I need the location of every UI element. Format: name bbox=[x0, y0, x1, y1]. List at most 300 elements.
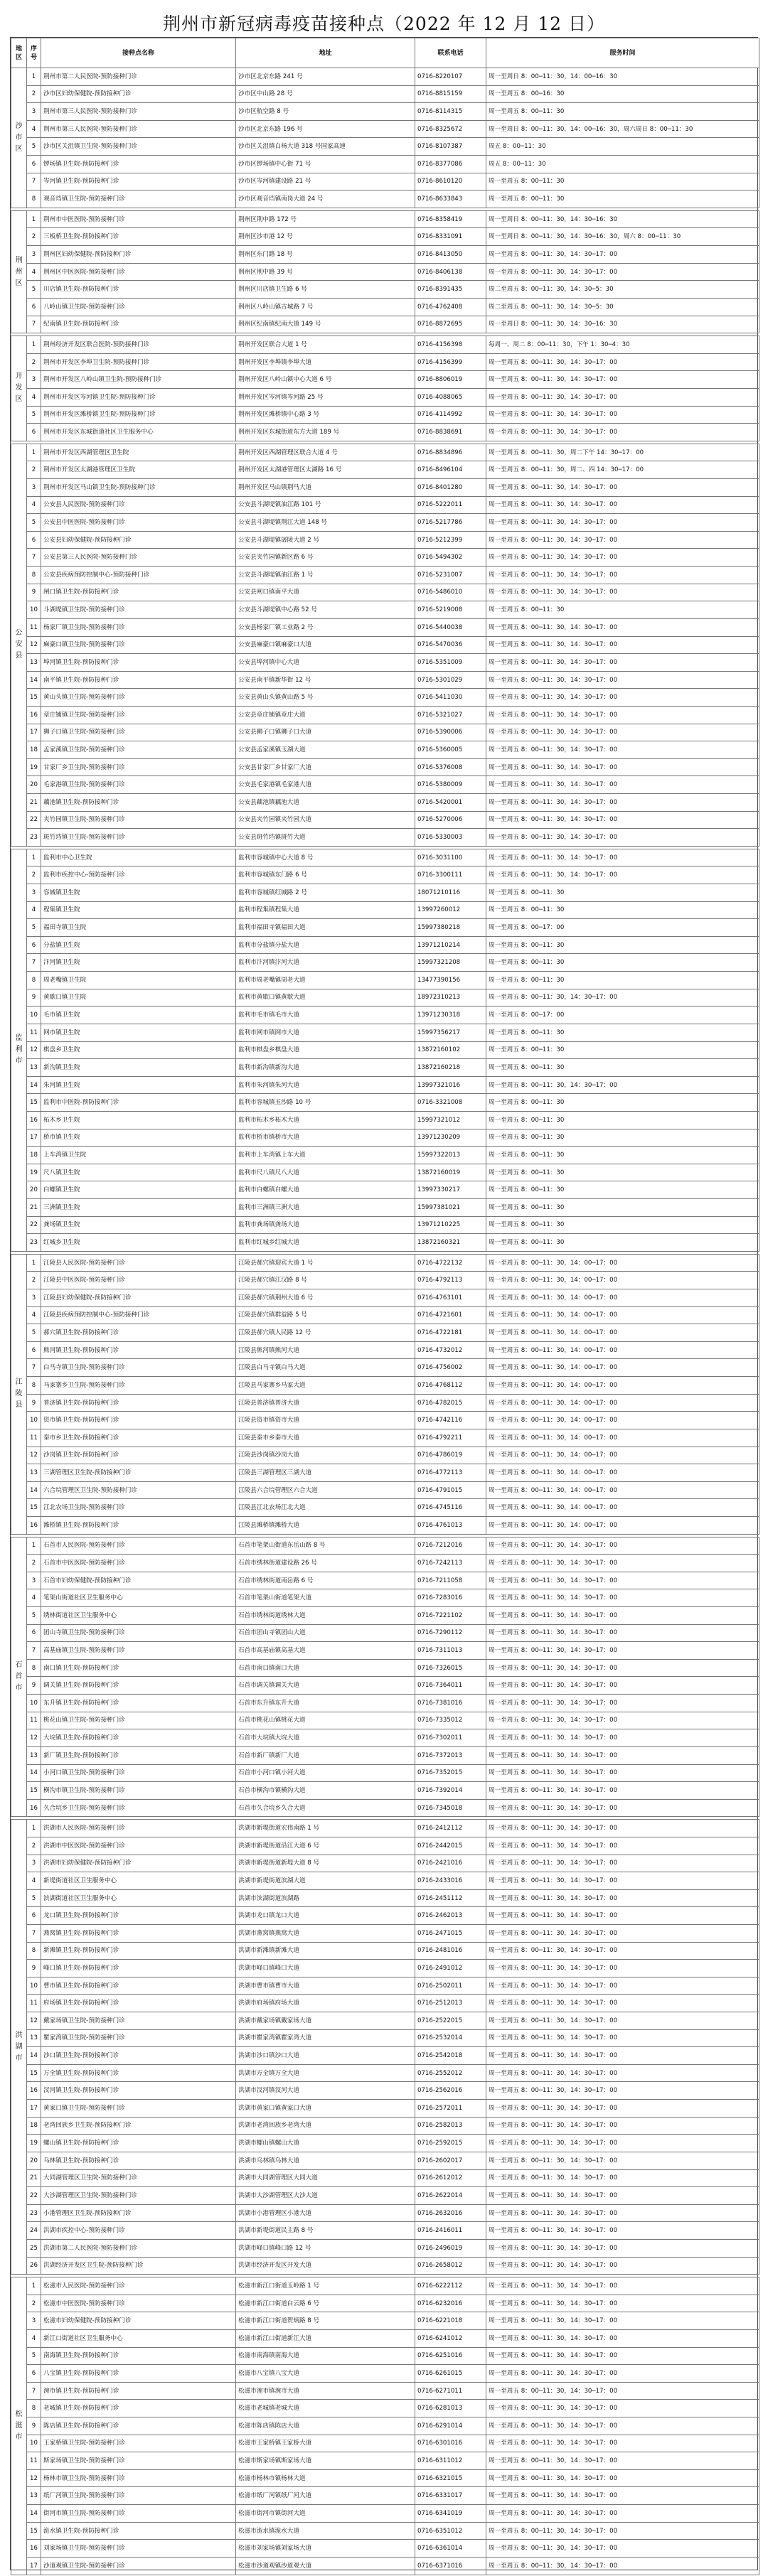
cell-hours: 周一至周五 8：00─11：30 bbox=[486, 1129, 759, 1147]
cell-address: 沙市区北京东路 196 号 bbox=[236, 120, 415, 138]
cell-site-name: 白螺镇卫生院 bbox=[41, 1181, 236, 1199]
cell-address: 江陵县资市镇资市大道 bbox=[236, 1412, 415, 1429]
cell-address: 公安县黄山头镇黄山路 5 号 bbox=[236, 689, 415, 707]
cell-no: 6 bbox=[27, 298, 41, 316]
table-row bbox=[11, 936, 759, 954]
table-row bbox=[11, 2239, 759, 2257]
cell-phone: 0716-8838691 bbox=[415, 424, 486, 441]
table-header-row bbox=[11, 38, 759, 68]
cell-address: 石首市笔架山街道笔架大道 bbox=[236, 1589, 415, 1607]
region-cell: 开 发 区 bbox=[11, 336, 27, 441]
cell-no: 23 bbox=[27, 829, 41, 847]
cell-phone: 0716-2512013 bbox=[415, 1995, 486, 2012]
cell-no: 1 bbox=[27, 444, 41, 461]
cell-hours: 周一至周五 8：00─11：30，周二、四 14：30─17：00 bbox=[486, 461, 759, 479]
table-row bbox=[11, 1799, 759, 1817]
cell-site-name: 斯家场镇卫生院-预防接种门诊 bbox=[41, 2452, 236, 2470]
table-row bbox=[11, 1377, 759, 1395]
cell-address: 荆州开发区马山镇荆马大道 bbox=[236, 479, 415, 497]
table-row bbox=[11, 866, 759, 884]
table-row bbox=[11, 1076, 759, 1094]
cell-hours: 周一至周日 8：00─11：30，14：00─16：30，周六周日 8：00─11：30 bbox=[486, 120, 759, 138]
cell-site-name: 三板桥卫生院-预防接种门诊 bbox=[41, 228, 236, 246]
cell-site-name: 观音垱镇卫生院-预防接种门诊 bbox=[41, 190, 236, 208]
cell-site-name: 石首市中医医院-预防接种门诊 bbox=[41, 1555, 236, 1572]
cell-site-name: 龙口镇卫生院-预防接种门诊 bbox=[41, 1907, 236, 1925]
table-row bbox=[11, 210, 759, 228]
cell-phone: 0716-2572011 bbox=[415, 2100, 486, 2118]
cell-hours: 周一至周五 8：00─11：30，14：00─17：00 bbox=[486, 1412, 759, 1429]
cell-site-name: 斗湖堤镇卫生院-预防接种门诊 bbox=[41, 601, 236, 619]
table-row bbox=[11, 584, 759, 601]
cell-no: 2 bbox=[27, 1837, 41, 1855]
table-row bbox=[11, 388, 759, 406]
cell-no: 2 bbox=[27, 228, 41, 246]
table-row bbox=[11, 479, 759, 497]
cell-phone: 0716-3300111 bbox=[415, 866, 486, 884]
cell-no: 9 bbox=[27, 584, 41, 601]
cell-hours: 周一至周五 8：00─11：30，14：30─17：00 bbox=[486, 479, 759, 497]
cell-site-name: 洪湖市第二人民医院-预防接种门诊 bbox=[41, 2239, 236, 2257]
cell-no: 1 bbox=[27, 210, 41, 228]
cell-address: 石首市南口镇南口大道 bbox=[236, 1659, 415, 1677]
cell-phone: 0716-7326015 bbox=[415, 1659, 486, 1677]
cell-hours: 周一至周五 8：00─11：30，14：00─17：00 bbox=[486, 1481, 759, 1499]
cell-phone: 0716-2416011 bbox=[415, 2222, 486, 2240]
cell-phone: 0716-5351009 bbox=[415, 654, 486, 672]
cell-no: 16 bbox=[27, 1516, 41, 1534]
cell-no: 9 bbox=[27, 989, 41, 1007]
cell-no: 10 bbox=[27, 2435, 41, 2452]
cell-site-name: 六合垸管理区卫生院-预防接种门诊 bbox=[41, 1481, 236, 1499]
cell-phone: 0716-7211058 bbox=[415, 1572, 486, 1589]
cell-hours: 周一至周五 8：00─11：30，14：30─17：00 bbox=[486, 1572, 759, 1589]
cell-address: 石首市高基庙镇高基大道 bbox=[236, 1642, 415, 1660]
cell-site-name: 团山寺镇卫生院-预防接种门诊 bbox=[41, 1624, 236, 1642]
cell-site-name: 闸口镇卫生院-预防接种门诊 bbox=[41, 584, 236, 601]
table-row bbox=[11, 1642, 759, 1660]
cell-site-name: 荆州市开发区八岭山镇卫生院-预防接种门诊 bbox=[41, 371, 236, 389]
cell-hours: 周一至周五 8：00─11：30，14：30─17：00 bbox=[486, 1712, 759, 1729]
cell-phone: 0716-5390006 bbox=[415, 724, 486, 741]
cell-site-name: 老湾回族乡卫生院-预防接种门诊 bbox=[41, 2117, 236, 2135]
cell-site-name: 汊河镇卫生院-预防接种门诊 bbox=[41, 2082, 236, 2100]
cell-hours: 周一至周五 8：00─11：30，14：00─17：00 bbox=[486, 1324, 759, 1342]
cell-no: 7 bbox=[27, 316, 41, 333]
cell-phone: 0716-2481016 bbox=[415, 1942, 486, 1960]
cell-hours: 周一至周五 8：00─11：30，14：30─17：00 bbox=[486, 2222, 759, 2240]
cell-hours: 周一至周五 8：00─11：30 bbox=[486, 884, 759, 902]
cell-site-name: 荆州市开发区李埠卫生院-预防接种门诊 bbox=[41, 353, 236, 371]
table-row bbox=[11, 2557, 759, 2575]
table-row bbox=[11, 2029, 759, 2047]
table-row bbox=[11, 2452, 759, 2470]
cell-address: 监利市柘木乡柘木大道 bbox=[236, 1111, 415, 1129]
cell-phone: 0716-2552012 bbox=[415, 2064, 486, 2082]
cell-no: 15 bbox=[27, 2064, 41, 2082]
cell-site-name: 沙市区妇幼保健院-预防接种门诊 bbox=[41, 85, 236, 103]
table-row bbox=[11, 1499, 759, 1517]
table-row bbox=[11, 1924, 759, 1942]
cell-hours: 周一至周五 8：00─11：30 bbox=[486, 1094, 759, 1112]
cell-address: 监利市新沟镇新沟大道 bbox=[236, 1059, 415, 1077]
cell-hours: 周一至周五 8：00─11：30，14：30─17：00 bbox=[486, 263, 759, 281]
cell-phone: 13872160102 bbox=[415, 1041, 486, 1059]
cell-address: 洪湖市新堤街道沿江大道 6 号 bbox=[236, 1837, 415, 1855]
cell-address: 松滋市新江口街道新江大道 bbox=[236, 2330, 415, 2348]
cell-hours: 周一至周五 8：00─11：30 bbox=[486, 1199, 759, 1217]
cell-no: 26 bbox=[27, 2257, 41, 2275]
cell-address: 公安县章庄铺镇章庄大道 bbox=[236, 706, 415, 724]
cell-address: 石首市团山寺镇团山大道 bbox=[236, 1624, 415, 1642]
cell-address: 江陵县郝穴镇人民路 12 号 bbox=[236, 1324, 415, 1342]
cell-phone: 13997330217 bbox=[415, 1181, 486, 1199]
table-row bbox=[11, 2540, 759, 2558]
cell-address: 监利市福田寺镇福田大道 bbox=[236, 919, 415, 937]
cell-phone: 0716-6351012 bbox=[415, 2522, 486, 2540]
cell-site-name: 滩桥镇卫生院-预防接种门诊 bbox=[41, 1516, 236, 1534]
cell-no: 19 bbox=[27, 758, 41, 776]
cell-no: 1 bbox=[27, 1537, 41, 1555]
cell-no: 1 bbox=[27, 336, 41, 354]
cell-site-name: 燕窝镇卫生院-预防接种门诊 bbox=[41, 1924, 236, 1942]
cell-phone: 0716-7283016 bbox=[415, 1589, 486, 1607]
table-row bbox=[11, 884, 759, 902]
cell-phone: 0716-2522015 bbox=[415, 2012, 486, 2030]
cell-site-name: 峰口镇卫生院-预防接种门诊 bbox=[41, 1960, 236, 1977]
table-row bbox=[11, 1199, 759, 1217]
cell-address: 监利市龚场镇龚场大道 bbox=[236, 1216, 415, 1234]
cell-phone: 0716-4772113 bbox=[415, 1464, 486, 1482]
table-row bbox=[11, 567, 759, 584]
cell-phone: 0716-8633843 bbox=[415, 190, 486, 208]
cell-no: 15 bbox=[27, 1782, 41, 1800]
cell-phone: 13971230209 bbox=[415, 1129, 486, 1147]
cell-hours: 周一至周五 8：00─11：30，14：00─17：00 bbox=[486, 1447, 759, 1464]
cell-phone: 0716-4732012 bbox=[415, 1341, 486, 1359]
cell-site-name: 小港管理区卫生院-预防接种门诊 bbox=[41, 2204, 236, 2222]
cell-hours: 周一至周五 8：00─11：30，14：30─17：00 bbox=[486, 2347, 759, 2365]
cell-phone: 0716-5231007 bbox=[415, 567, 486, 584]
table-row bbox=[11, 1977, 759, 1995]
cell-hours: 周一至周五 8：00─11：30，14：30─17：00 bbox=[486, 849, 759, 866]
cell-hours: 周一至周五 8：00─11：30，14：00─17：00 bbox=[486, 1464, 759, 1482]
table-row bbox=[11, 2330, 759, 2348]
cell-hours: 周一至周五 8：00─11：30 bbox=[486, 972, 759, 989]
cell-no: 5 bbox=[27, 1324, 41, 1342]
cell-phone: 0716-6221018 bbox=[415, 2312, 486, 2330]
table-row bbox=[11, 1746, 759, 1764]
cell-address: 洪湖市经济开发区开发大道 bbox=[236, 2257, 415, 2275]
cell-hours: 周一至周五 8：00─11：30，14：30─17：00 bbox=[486, 2505, 759, 2523]
cell-hours: 周一至周五 8：00─11：30，14：00─17：00 bbox=[486, 1359, 759, 1377]
cell-address: 公安县斗湖堤镇孱陵大道 2 号 bbox=[236, 531, 415, 549]
cell-phone: 0716-6301016 bbox=[415, 2435, 486, 2452]
cell-site-name: 公安县疾病预防控制中心-预防接种门诊 bbox=[41, 567, 236, 584]
cell-hours: 周一至周五 8：00─11：30，14：30─17：00 bbox=[486, 388, 759, 406]
cell-site-name: 瞿家湾镇卫生院-预防接种门诊 bbox=[41, 2029, 236, 2047]
cell-site-name: 府场镇卫生院-预防接种门诊 bbox=[41, 1995, 236, 2012]
table-row bbox=[11, 2365, 759, 2383]
cell-phone: 15997322013 bbox=[415, 1147, 486, 1164]
cell-hours: 周一至周日 8：00─11：30，14：30─16：30 bbox=[486, 210, 759, 228]
cell-hours: 周一至周五 8：00─16：30 bbox=[486, 85, 759, 103]
cell-no: 17 bbox=[27, 2557, 41, 2575]
table-row bbox=[11, 2082, 759, 2100]
cell-hours: 周一至周五 8：00─11：30，14：00─17：00 bbox=[486, 1306, 759, 1324]
cell-phone: 0716-8872695 bbox=[415, 316, 486, 333]
cell-hours: 周一至周五 8：00─11：30，14：30─17：00 bbox=[486, 1746, 759, 1764]
table-row bbox=[11, 1782, 759, 1800]
cell-hours: 周一至周五 8：00─11：30，14：30─17：00 bbox=[486, 406, 759, 424]
cell-site-name: 桥市镇卫生院 bbox=[41, 1129, 236, 1147]
table-row bbox=[11, 2169, 759, 2187]
cell-no: 25 bbox=[27, 2239, 41, 2257]
cell-hours: 周一至周五 8：00─11：30 bbox=[486, 901, 759, 919]
cell-site-name: 新厂镇卫生院-预防接种门诊 bbox=[41, 1746, 236, 1764]
table-row bbox=[11, 1289, 759, 1307]
cell-address: 石首市调关镇调关大道 bbox=[236, 1677, 415, 1695]
cell-hours: 周一至周五 8：00─11：30，14：30─17：00 bbox=[486, 741, 759, 759]
cell-address: 公安县斗湖堤镇荆江大道 148 号 bbox=[236, 514, 415, 532]
cell-site-name: 松滋市妇幼保健院-预防接种门诊 bbox=[41, 2312, 236, 2330]
table-row bbox=[11, 901, 759, 919]
cell-hours: 周一至周五 8：00─11：30，14：30─17：00 bbox=[486, 1995, 759, 2012]
cell-no: 16 bbox=[27, 1111, 41, 1129]
cell-phone: 0716-4722132 bbox=[415, 1254, 486, 1272]
cell-site-name: 夹竹园镇卫生院-预防接种门诊 bbox=[41, 811, 236, 829]
cell-site-name: 久合垸乡卫生院-预防接种门诊 bbox=[41, 1799, 236, 1817]
cell-site-name: 荆州区妇幼保健院-预防接种门诊 bbox=[41, 246, 236, 264]
cell-hours: 周一至周五 8：00─11：30，14：30─17：00 bbox=[486, 2082, 759, 2100]
cell-phone: 0716-5212399 bbox=[415, 531, 486, 549]
cell-no: 15 bbox=[27, 1499, 41, 1517]
cell-address: 荆州区沙市港 12 号 bbox=[236, 228, 415, 246]
cell-address: 松滋市八宝镇八宝大道 bbox=[236, 2365, 415, 2383]
cell-hours: 周一至周五 8：00─11：30，14：30─17：00 bbox=[486, 776, 759, 794]
table-row bbox=[11, 1147, 759, 1164]
cell-site-name: 监利市中心卫生院 bbox=[41, 849, 236, 866]
cell-hours: 周一至周五 8：00─11：30 bbox=[486, 954, 759, 972]
cell-phone: 13971230318 bbox=[415, 1007, 486, 1024]
region-cell: 石 首 市 bbox=[11, 1537, 27, 1817]
cell-no: 10 bbox=[27, 1412, 41, 1429]
cell-site-name: 老城镇卫生院-预防接种门诊 bbox=[41, 2400, 236, 2417]
cell-site-name: 荆州市中医医院-预防接种门诊 bbox=[41, 210, 236, 228]
cell-phone: 0716-8358419 bbox=[415, 210, 486, 228]
cell-no: 8 bbox=[27, 1659, 41, 1677]
table-row bbox=[11, 1234, 759, 1252]
cell-phone: 18071210116 bbox=[415, 884, 486, 902]
cell-phone: 0716-2421016 bbox=[415, 1855, 486, 1872]
cell-no: 2 bbox=[27, 353, 41, 371]
cell-no: 20 bbox=[27, 2152, 41, 2169]
cell-site-name: 黄歇口镇卫生院 bbox=[41, 989, 236, 1007]
table-row bbox=[11, 2295, 759, 2312]
region-cell: 松 滋 市 bbox=[11, 2277, 27, 2575]
cell-site-name: 南口镇卫生院-预防接种门诊 bbox=[41, 1659, 236, 1677]
table-row bbox=[11, 2100, 759, 2118]
cell-phone: 0716-8325672 bbox=[415, 120, 486, 138]
header-region: 地区 bbox=[11, 38, 27, 68]
cell-no: 10 bbox=[27, 601, 41, 619]
table-row bbox=[11, 371, 759, 389]
cell-address: 荆州开发区东城街道东方大道 189 号 bbox=[236, 424, 415, 441]
table-row bbox=[11, 1555, 759, 1572]
cell-no: 2 bbox=[27, 461, 41, 479]
cell-phone: 0716-3031100 bbox=[415, 849, 486, 866]
cell-address: 石首市笔架山街道东岳山路 8 号 bbox=[236, 1537, 415, 1555]
cell-address: 洪湖市新堤街道新堤大道 8 号 bbox=[236, 1855, 415, 1872]
table-row bbox=[11, 2487, 759, 2505]
cell-site-name: 涴市镇卫生院-预防接种门诊 bbox=[41, 2382, 236, 2400]
cell-address: 监利市容城镇红城路 2 号 bbox=[236, 884, 415, 902]
cell-phone: 0716-8806019 bbox=[415, 371, 486, 389]
cell-site-name: 郝穴镇卫生院-预防接种门诊 bbox=[41, 1324, 236, 1342]
cell-site-name: 江陵县人民医院-预防接种门诊 bbox=[41, 1254, 236, 1272]
cell-address: 公安县孟家溪镇玉湖大道 bbox=[236, 741, 415, 759]
cell-site-name: 戴家场镇卫生院-预防接种门诊 bbox=[41, 2012, 236, 2030]
cell-address: 洪湖市大同湖管理区大同大道 bbox=[236, 2169, 415, 2187]
cell-phone: 0716-4156399 bbox=[415, 353, 486, 371]
cell-site-name: 斑竹垱镇卫生院-预防接种门诊 bbox=[41, 829, 236, 847]
cell-site-name: 沙口镇卫生院-预防接种门诊 bbox=[41, 2047, 236, 2065]
cell-site-name: 川店镇卫生院-预防接种门诊 bbox=[41, 281, 236, 299]
cell-phone: 0716-2562016 bbox=[415, 2082, 486, 2100]
cell-phone: 0716-5222011 bbox=[415, 496, 486, 514]
cell-hours: 周一至周五 8：00─11：30，14：30─17：00 bbox=[486, 2417, 759, 2435]
cell-no: 12 bbox=[27, 2469, 41, 2487]
table-row bbox=[11, 424, 759, 441]
cell-phone: 15997380218 bbox=[415, 919, 486, 937]
cell-address: 洪湖市万全镇万全大道 bbox=[236, 2064, 415, 2082]
cell-hours: 周一至周五 8：00─17：00 bbox=[486, 919, 759, 937]
cell-site-name: 黄家口镇卫生院-预防接种门诊 bbox=[41, 2100, 236, 2118]
cell-no: 7 bbox=[27, 549, 41, 567]
cell-address: 监利市毛市镇毛市大道 bbox=[236, 1007, 415, 1024]
cell-hours: 周一至周五 8：00─11：30，14：30─17：00 bbox=[486, 1889, 759, 1907]
cell-no: 8 bbox=[27, 190, 41, 208]
cell-hours: 周一至周五 8：00─11：30，14：30─17：00 bbox=[486, 2295, 759, 2312]
cell-hours: 周一至周五 8：00─11：30，14：30─17：00 bbox=[486, 1729, 759, 1747]
cell-address: 松滋市新江口街道贺炳路 8 号 bbox=[236, 2312, 415, 2330]
cell-site-name: 荆州市第三人民医院-预防接种门诊 bbox=[41, 120, 236, 138]
cell-no: 8 bbox=[27, 972, 41, 989]
cell-site-name: 埠河镇卫生院-预防接种门诊 bbox=[41, 654, 236, 672]
cell-address: 松滋市涴市镇涴市大道 bbox=[236, 2382, 415, 2400]
cell-site-name: 公安县中医医院-预防接种门诊 bbox=[41, 514, 236, 532]
cell-phone: 0716-8331091 bbox=[415, 228, 486, 246]
cell-phone: 13872160321 bbox=[415, 1234, 486, 1252]
cell-hours: 周一至周五 8：00─11：30，14：30─17：00 bbox=[486, 1820, 759, 1837]
cell-hours: 周一至周五 8：00─11：30，14：30─17：00 bbox=[486, 1537, 759, 1555]
cell-site-name: 江陵县中医医院-预防接种门诊 bbox=[41, 1272, 236, 1289]
cell-hours: 周一至周五 8：00─11：30，14：30─17：00 bbox=[486, 496, 759, 514]
cell-no: 13 bbox=[27, 2487, 41, 2505]
page-title: 荆州市新冠病毒疫苗接种点（2022 年 12 月 12 日） bbox=[163, 14, 605, 34]
cell-address: 监利市汴河镇汴河大道 bbox=[236, 954, 415, 972]
cell-no: 5 bbox=[27, 2347, 41, 2365]
table-row bbox=[11, 1359, 759, 1377]
cell-no: 3 bbox=[27, 371, 41, 389]
cell-address: 监利市容城镇东门路 6 号 bbox=[236, 866, 415, 884]
cell-address: 荆州开发区滩桥镇中心路 3 号 bbox=[236, 406, 415, 424]
cell-site-name: 红城乡卫生院 bbox=[41, 1234, 236, 1252]
cell-hours: 周一至周五 8：00─11：30，14：30─17：00 bbox=[486, 2540, 759, 2558]
cell-site-name: 石首市妇幼保健院-预防接种门诊 bbox=[41, 1572, 236, 1589]
cell-hours: 周一至周五 8：00─11：30，14：30─17：00 bbox=[486, 2277, 759, 2295]
cell-phone: 13971210225 bbox=[415, 1216, 486, 1234]
cell-hours: 周一至周五 8：00─11：30，14：30─17：00 bbox=[486, 567, 759, 584]
cell-phone: 0716-8401280 bbox=[415, 479, 486, 497]
cell-phone: 0716-3321008 bbox=[415, 1094, 486, 1112]
cell-site-name: 章庄铺镇卫生院-预防接种门诊 bbox=[41, 706, 236, 724]
table-row bbox=[11, 1216, 759, 1234]
cell-site-name: 横沟市镇卫生院-预防接种门诊 bbox=[41, 1782, 236, 1800]
cell-no: 13 bbox=[27, 1059, 41, 1077]
cell-site-name: 高基庙镇卫生院-预防接种门诊 bbox=[41, 1642, 236, 1660]
cell-hours: 周一至周五 8：00─11：30，14：30─17：00 bbox=[486, 2435, 759, 2452]
table-row bbox=[11, 1324, 759, 1342]
cell-no: 23 bbox=[27, 1234, 41, 1252]
cell-no: 7 bbox=[27, 1924, 41, 1942]
cell-no: 22 bbox=[27, 2187, 41, 2205]
cell-hours: 周一至周五 8：00─11：30，14：00─17：00 bbox=[486, 1499, 759, 1517]
cell-no: 7 bbox=[27, 954, 41, 972]
cell-site-name: 荆州经济开发区联合医院-预防接种门诊 bbox=[41, 336, 236, 354]
cell-hours: 周一至周五 8：00─11：30，14：30─17：00 bbox=[486, 1782, 759, 1800]
cell-phone: 0716-2412112 bbox=[415, 1820, 486, 1837]
cell-address: 松滋市新江口街道白云路 6 号 bbox=[236, 2295, 415, 2312]
table-row bbox=[11, 849, 759, 866]
cell-address: 监利市容城镇玉沙路 10 号 bbox=[236, 1094, 415, 1112]
cell-phone: 0716-8107387 bbox=[415, 138, 486, 156]
cell-phone: 0716-5330003 bbox=[415, 829, 486, 847]
cell-hours: 周一至周五 8：00─11：30，14：30─17：00 bbox=[486, 1855, 759, 1872]
table-row bbox=[11, 1164, 759, 1181]
table-row bbox=[11, 1872, 759, 1890]
cell-address: 公安县杨家厂镇工业路 2 号 bbox=[236, 618, 415, 636]
cell-phone: 15997321012 bbox=[415, 1111, 486, 1129]
cell-address: 石首市新厂镇新厂大道 bbox=[236, 1746, 415, 1764]
table-row bbox=[11, 444, 759, 461]
cell-no: 7 bbox=[27, 1359, 41, 1377]
cell-site-name: 江陵县疾病预防控制中心-预防接种门诊 bbox=[41, 1306, 236, 1324]
cell-no: 11 bbox=[27, 2452, 41, 2470]
cell-site-name: 荆州市开发区马山镇卫生院-预防接种门诊 bbox=[41, 479, 236, 497]
cell-site-name: 尺八镇卫生院 bbox=[41, 1164, 236, 1181]
cell-phone: 0716-2632016 bbox=[415, 2204, 486, 2222]
cell-address: 监利市分盐镇分盐大道 bbox=[236, 936, 415, 954]
cell-no: 23 bbox=[27, 2204, 41, 2222]
cell-site-name: 南海镇卫生院-预防接种门诊 bbox=[41, 2347, 236, 2365]
table-row bbox=[11, 1181, 759, 1199]
cell-site-name: 小河口镇卫生院-预防接种门诊 bbox=[41, 1764, 236, 1782]
cell-hours: 周一至周五 8：00─11：30，14：00─17：00 bbox=[486, 1516, 759, 1534]
cell-no: 15 bbox=[27, 689, 41, 707]
cell-no: 14 bbox=[27, 2505, 41, 2523]
cell-hours: 周一至周五 8：00─11：30，14：30─17：00 bbox=[486, 2169, 759, 2187]
cell-hours: 周一至周五 8：00─11：30，14：30─17：00 bbox=[486, 2135, 759, 2152]
cell-site-name: 新江口街道社区卫生服务中心 bbox=[41, 2330, 236, 2348]
cell-no: 14 bbox=[27, 2047, 41, 2065]
cell-address: 洪湖市瞿家湾镇瞿家湾大道 bbox=[236, 2029, 415, 2047]
cell-phone: 0716-5217786 bbox=[415, 514, 486, 532]
cell-phone: 0716-8496104 bbox=[415, 461, 486, 479]
table-row bbox=[11, 1007, 759, 1024]
cell-hours: 周一至周五 8：00─11：30，14：30─17：00 bbox=[486, 2382, 759, 2400]
cell-hours: 周一至周五 8：00─11：30，14：30─17：00 bbox=[486, 1642, 759, 1660]
